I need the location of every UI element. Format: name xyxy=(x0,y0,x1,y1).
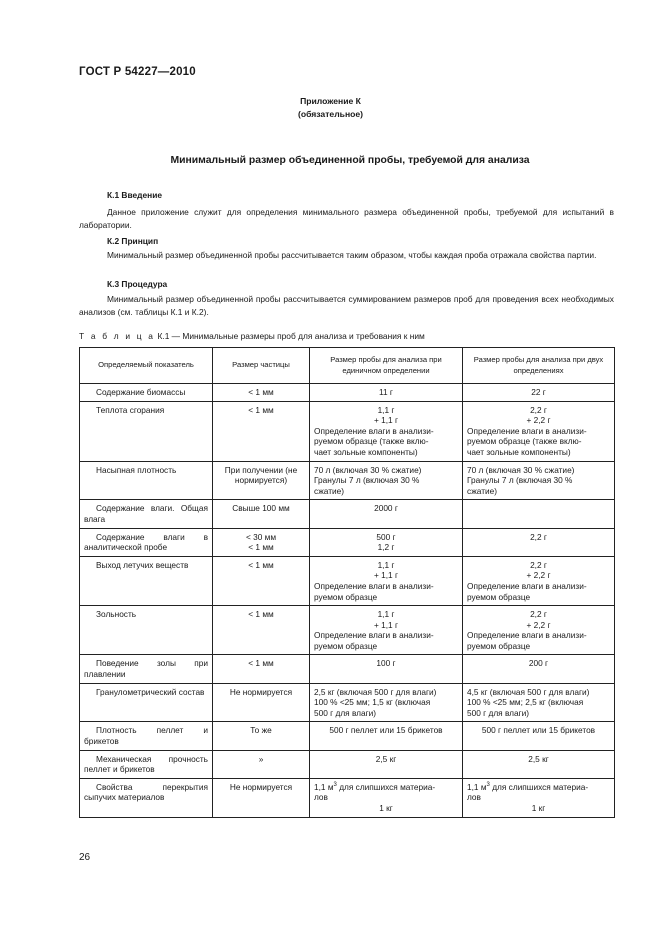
requirements-table xyxy=(79,347,615,818)
cell-single-sample xyxy=(310,528,463,556)
section-heading-k3: К.3 Процедура xyxy=(107,279,168,289)
cell-parameter: Содержание влаги в аналитической пробе xyxy=(80,528,213,556)
cell-double-sample xyxy=(463,401,615,461)
cell-line: Определение влаги в анализи- xyxy=(467,630,587,641)
table-row xyxy=(80,500,615,528)
cell-single-sample xyxy=(310,778,463,817)
cell-line: 1 кг xyxy=(531,803,546,813)
cell-line: + 1,1 г xyxy=(373,570,398,581)
cell-line: + 2,2 г xyxy=(526,619,551,630)
table-caption-text: К.1 — Минимальные размеры проб для анализа и требования к ним xyxy=(155,331,425,341)
cell-line xyxy=(314,782,458,793)
cell-line: + 2,2 г xyxy=(526,570,551,581)
cell-double-sample xyxy=(463,461,615,500)
header-single-sample: Размер пробы для анализа при единичном определении xyxy=(310,348,463,384)
cell-line: 2,5 кг xyxy=(528,753,549,764)
cell-single-sample xyxy=(310,750,463,778)
section-text-k3: Минимальный размер объединенной пробы рассчитывается суммированием размеров проб для проведения всех необходимых анализов (см. таблицы К.1 и К.2). xyxy=(79,294,614,317)
document-code: ГОСТ Р 54227—2010 xyxy=(79,66,196,78)
cell-double-sample xyxy=(463,655,615,683)
cell-line: руемом образце xyxy=(314,591,378,602)
table-row xyxy=(80,778,615,817)
cell-parameter: Плотность пеллет и брикетов xyxy=(80,722,213,750)
cell-text: 1,1 м xyxy=(467,781,487,792)
cell-line: сжатие) xyxy=(314,485,345,496)
cell-line xyxy=(467,782,610,793)
cell-line: руемом образце xyxy=(467,591,531,602)
cell-line: чает зольные компоненты) xyxy=(467,446,571,457)
cell-double-sample xyxy=(463,606,615,655)
cell-single-sample xyxy=(310,401,463,461)
cell-line: 500 г для влаги) xyxy=(467,707,530,718)
cell-line: 70 л (включая 30 % сжатие) xyxy=(314,464,422,475)
cell-double-sample xyxy=(463,778,615,817)
table-caption-prefix: Т а б л и ц а xyxy=(79,331,156,341)
cell-parameter: Свойства перекрытия сыпучих материалов xyxy=(80,778,213,817)
cell-parameter: Содержание биомассы xyxy=(80,384,213,402)
cell-single-sample xyxy=(310,606,463,655)
cell-single-sample xyxy=(310,500,463,528)
cell-line: 100 г xyxy=(376,658,396,669)
table-row xyxy=(80,528,615,556)
cell-line: руемом образце xyxy=(314,640,378,651)
cell-line: 22 г xyxy=(531,387,546,397)
cell-line: 2,2 г xyxy=(530,609,547,620)
cell-text: 1,1 м xyxy=(314,781,334,792)
cell-line: 1,1 г xyxy=(377,609,395,620)
table-row xyxy=(80,750,615,778)
table-row xyxy=(80,655,615,683)
cell-double-sample xyxy=(463,500,615,528)
cell-single-sample xyxy=(310,556,463,605)
cell-parameter: Поведение золы при плавлении xyxy=(80,655,213,683)
table-row xyxy=(80,683,615,722)
cell-line: 1,2 г xyxy=(377,542,395,553)
cell-line: 500 г для влаги) xyxy=(314,707,377,718)
cell-line: чает зольные компоненты) xyxy=(314,446,418,457)
cell-line: + 1,1 г xyxy=(373,619,398,630)
cell-text: для слипшихся материа- xyxy=(336,781,436,792)
cell-text: для слипшихся материа- xyxy=(489,781,589,792)
cell-double-sample xyxy=(463,683,615,722)
cell-line: Определение влаги в анализи- xyxy=(314,425,434,436)
cell-line: Гранулы 7 л (включая 30 % xyxy=(467,475,573,486)
cell-line: 500 г пеллет или 15 брикетов xyxy=(329,725,443,736)
cell-line: 2,2 г xyxy=(530,559,547,570)
cell-single-sample xyxy=(310,722,463,750)
cell-line: 11 г xyxy=(379,387,393,397)
cell-line: руемом образце (также вклю- xyxy=(467,436,582,447)
section-heading-k2: К.2 Принцип xyxy=(107,236,159,246)
section-heading-k1: К.1 Введение xyxy=(107,190,163,200)
cell-line: Гранулы 7 л (включая 30 % xyxy=(314,475,420,486)
cell-single-sample xyxy=(310,683,463,722)
cell-particle-size: » xyxy=(213,750,310,778)
cell-parameter: Содержание влаги. Общая влага xyxy=(80,500,213,528)
cell-particle-size: < 1 мм xyxy=(213,401,310,461)
section-text-k1: Данное приложение служит для определения минимального размера объединенной пробы, требуемой для испытаний в лаборатории. xyxy=(79,207,614,230)
cell-parameter: Выход летучих веществ xyxy=(80,556,213,605)
cell-particle-size: < 1 мм xyxy=(213,384,310,402)
cell-single-sample xyxy=(310,655,463,683)
cell-line: руемом образце (также вклю- xyxy=(314,436,429,447)
table-row xyxy=(80,461,615,500)
table-row xyxy=(80,401,615,461)
cell-line: Определение влаги в анализи- xyxy=(314,630,434,641)
cell-particle-size: < 1 мм xyxy=(213,606,310,655)
cell-line: 4,5 кг (включая 500 г для влаги) xyxy=(467,686,590,697)
main-title: Минимальный размер объединенной пробы, требуемой для анализа xyxy=(170,155,530,166)
table-row xyxy=(80,556,615,605)
cell-double-sample xyxy=(463,556,615,605)
cell-line: + 1,1 г xyxy=(373,415,398,426)
cell-double-sample xyxy=(463,722,615,750)
appendix-status: (обязательное) xyxy=(297,109,364,119)
cell-particle-size: < 1 мм xyxy=(213,556,310,605)
cell-line: руемом образце xyxy=(467,640,531,651)
header-particle-size: Размер частицы xyxy=(213,348,310,384)
table-row xyxy=(80,606,615,655)
cell-line: Определение влаги в анализи- xyxy=(314,580,434,591)
cell-parameter: Механическая прочность пеллет и брикетов xyxy=(80,750,213,778)
cell-parameter: Теплота сгорания xyxy=(80,401,213,461)
cell-line: 500 г пеллет или 15 брикетов xyxy=(481,725,596,736)
header-double-sample: Размер пробы для анализа при двух определениях xyxy=(463,348,615,384)
cell-line: + 2,2 г xyxy=(526,415,551,426)
cell-line: 2,2 г xyxy=(530,404,547,415)
cell-line: 100 % <25 мм; 2,5 кг (включая xyxy=(467,697,584,708)
cell-particle-size: Свыше 100 мм xyxy=(213,500,310,528)
cell-line: сжатие) xyxy=(467,485,498,496)
page-number: 26 xyxy=(79,852,91,863)
cell-line: лов xyxy=(314,792,328,803)
table-header-row xyxy=(80,348,615,384)
table-row xyxy=(80,384,615,402)
cell-line: 200 г xyxy=(528,658,549,669)
header-parameter: Определяемый показатель xyxy=(80,348,213,384)
table-body xyxy=(80,384,615,818)
cell-parameter: Насыпная плотность xyxy=(80,461,213,500)
cell-particle-size: < 1 мм xyxy=(213,655,310,683)
cell-line: 2,2 г xyxy=(530,531,547,542)
cell-line: 2000 г xyxy=(374,503,398,514)
cell-double-sample xyxy=(463,750,615,778)
cell-line: 1 кг xyxy=(379,803,393,813)
cell-superscript: 3 xyxy=(486,782,490,789)
cell-line: Определение влаги в анализи- xyxy=(467,580,587,591)
appendix-title: Приложение К xyxy=(300,96,361,106)
cell-particle-size: То же xyxy=(213,722,310,750)
cell-parameter: Зольность xyxy=(80,606,213,655)
cell-line: 1,1 г xyxy=(377,559,395,570)
cell-particle-size: < 30 мм < 1 мм xyxy=(213,528,310,556)
cell-line: Определение влаги в анализи- xyxy=(467,425,587,436)
cell-particle-size: При получении (не нормируется) xyxy=(213,461,310,500)
cell-line: 70 л (включая 30 % сжатие) xyxy=(467,464,575,475)
cell-particle-size: Не нормируется xyxy=(213,683,310,722)
cell-line: лов xyxy=(467,792,481,803)
cell-line: 2,5 кг (включая 500 г для влаги) xyxy=(314,686,437,697)
cell-single-sample xyxy=(310,384,463,402)
cell-parameter: Гранулометрический состав xyxy=(80,683,213,722)
cell-double-sample xyxy=(463,384,615,402)
cell-double-sample xyxy=(463,528,615,556)
section-text-k2: Минимальный размер объединенной пробы рассчитывается таким образом, чтобы каждая проба отражала свойства партии. xyxy=(107,250,597,260)
cell-line: 1,1 г xyxy=(377,404,395,415)
cell-line: 500 г xyxy=(376,531,396,542)
cell-particle-size: Не нормируется xyxy=(213,778,310,817)
cell-superscript: 3 xyxy=(333,782,337,789)
cell-single-sample xyxy=(310,461,463,500)
cell-line: 100 % <25 мм; 1,5 кг (включая xyxy=(314,697,431,708)
table-row xyxy=(80,722,615,750)
table-caption xyxy=(79,331,425,341)
cell-line: 2,5 кг xyxy=(375,753,397,764)
